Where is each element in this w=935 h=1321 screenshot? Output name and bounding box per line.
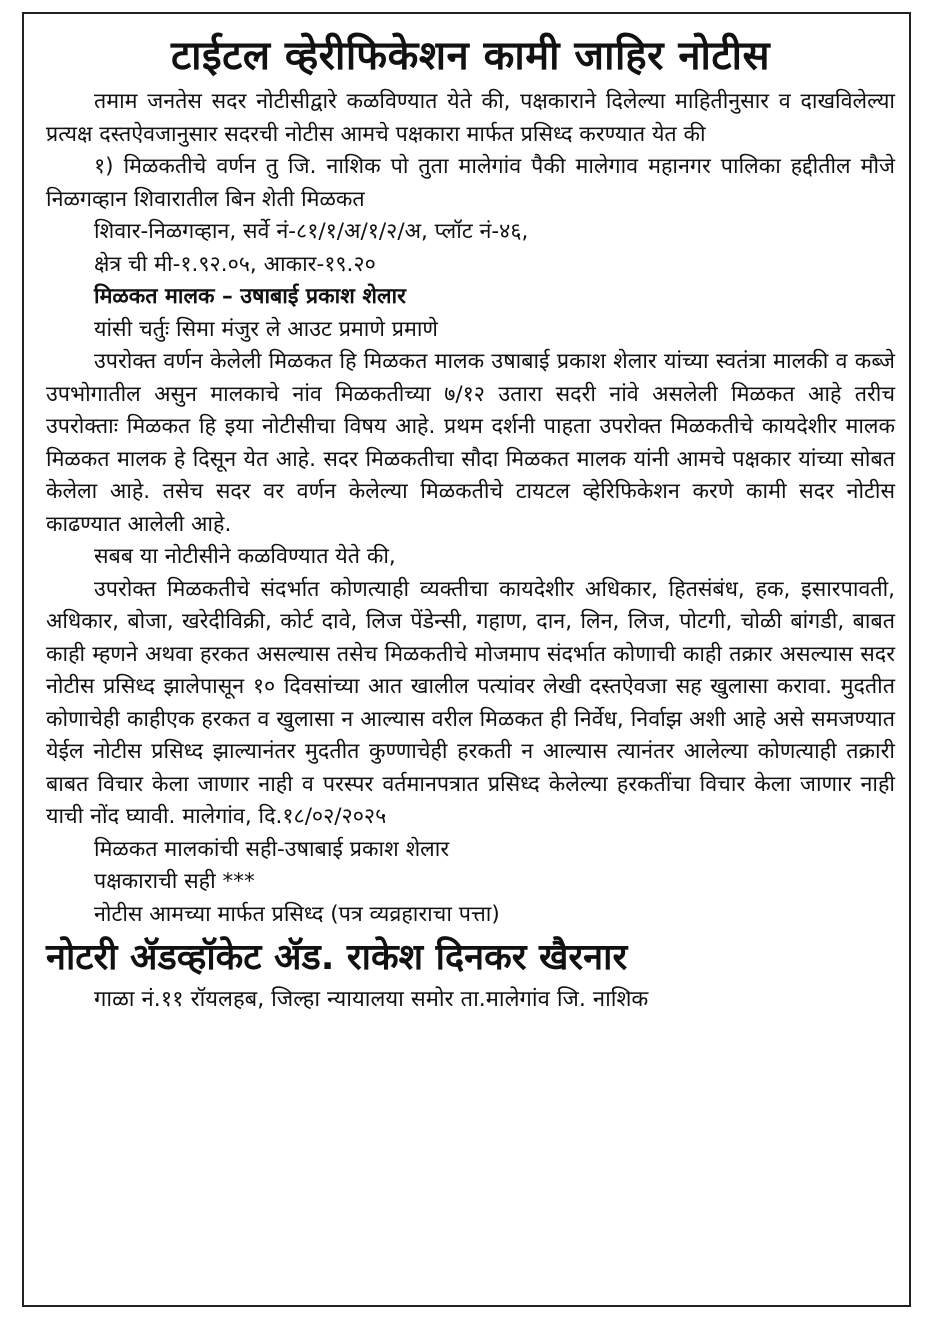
boundaries: यांसी चर्तुः सिमा मंजुर ले आउट प्रमाणे प्रमाणे (94, 316, 438, 342)
body-paragraph-3: उपरोक्त मिळकतीचे संदर्भात कोणत्याही व्यक्तीचा कायदेशीर अधिकार, हितसंबंध, हक, इसारपावती, अधिकार, बोजा, खरेदीविक्री, कोर्ट दावे, लिज पेंडेन्सी, गहाण, दान, लिन, लिज, पोटगी, चोळी बांगडी, बाबत काही म्हणने अथवा हरकत असल्यास तसेच मिळकतीचे मोजमाप संदर्भात कोणाची काही तक्रार असल्यास सदर नोटीस प्रसिध्द झालेपासून १० दिवसांच्या आत खालील पत्यांवर लेखी दस्तऐवजा सह खुलासा करावा. मुदतीत कोणाचेही काहीएक हरकत व खुलासा न आल्यास वरील मिळकत ही निर्वेध, निर्वाझ अशी आहे असे समजण्यात येईल नोटीस प्रसिध्द झाल्यानंतर मुदतीत कुण्णाचेही हरकती न आल्यास त्यानंतर आलेल्या कोणत्याही तक्रारी बाबत विचार केला जाणार नाही व परस्पर वर्तमानपत्रात प्रसिध्द केलेल्या हरकतींचा विचार केला जाणार नाही याची नोंद घ्यावी. मालेगांव, दि.१८/०२/२०२५ (46, 576, 895, 829)
intro-paragraph: तमाम जनतेस सदर नोटीसीद्वारे कळविण्यात येते की, पक्षकाराने दिलेल्या माहितीनुसार व दाखविलेल्या प्रत्यक्ष दस्तऐवजानुसार सदरची नोटीस आमचे पक्षकारा मार्फत प्रसिध्द करण्यात येत की (46, 89, 895, 147)
notice-title: टाईटल व्हेरीफिकेशन कामी जाहिर नोटीस (171, 33, 770, 79)
property-description: १) मिळकतीचे वर्णन तु जि. नाशिक पो तुता मालेगांव पैकी मालेगाव महानगर पालिका हद्दीतील मौजे निळगव्हान शिवारातील बिन शेती मिळकत (46, 154, 895, 212)
body-paragraph-1: उपरोक्त वर्णन केलेली मिळकत हि मिळकत मालक उषाबाई प्रकाश शेलार यांच्या स्वतंत्रा मालकी व कब्जे उपभोगातील असुन मालकाचे नांव मिळकतीच्या ७/१२ उतारा सदरी नांवे असलेली मिळकत आहे तरीच उपरोक्ताः मिळकत हि इया नोटीसीचा विषय आहे. प्रथम दर्शनी पाहता उपरोक्त मिळकतीचे कायदेशीर मालक मिळकत मालक हे दिसून येत आहे. सदर मिळकतीचा सौदा मिळकत मालक यांनी आमचे पक्षकार यांच्या सोबत केलेला आहे. तसेच सदर वर वर्णन केलेल्या मिळकतीचे टायटल व्हेरिफिकेशन करणे कामी सदर नोटीस काढण्यात आलेली आहे. (46, 349, 895, 537)
advocate-address: गाळा नं.११ रॉयलहब, जिल्हा न्यायालया समोर ता.मालेगांव जि. नाशिक (94, 987, 649, 1012)
client-signature: पक्षकाराची सही *** (94, 869, 255, 894)
notice-box (22, 12, 911, 1307)
body-paragraph-2: सबब या नोटीसीने कळविण्यात येते की, (94, 544, 396, 569)
owner-signature: मिळकत मालकांची सही-उषाबाई प्रकाश शेलार (94, 836, 450, 862)
area-details: क्षेत्र ची मी-१.९२.०५, आकार-१९.२० (94, 251, 376, 277)
published-by: नोटीस आमच्या मार्फत प्रसिध्द (पत्र व्यव्रहाराचा पत्ता) (94, 901, 500, 927)
advocate-name: नोटरी ॲडव्हॉकेट ॲड. राकेश दिनकर खैरनार (46, 937, 628, 978)
survey-details: शिवार-निळगव्हान, सर्वे नं-८१/१/अ/१/२/अ, प्लॉट नं-४६, (94, 219, 529, 244)
property-owner: मिळकत मालक – उषाबाई प्रकाश शेलार (94, 284, 406, 309)
